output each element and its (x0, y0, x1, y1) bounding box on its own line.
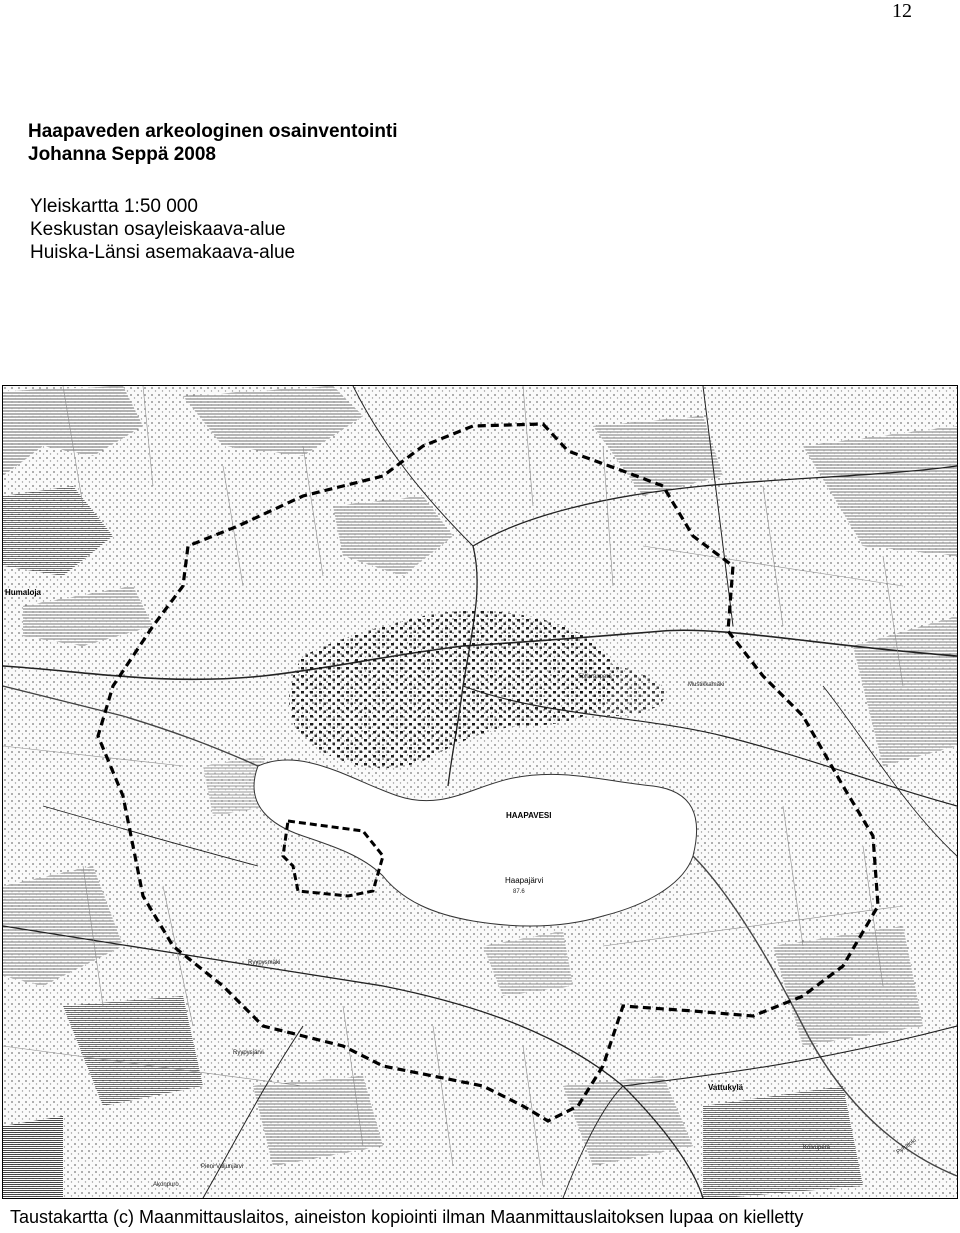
map-label-ryypysmaki: Ryypysmäki (248, 960, 281, 966)
author-line: Johanna Seppä 2008 (28, 144, 216, 165)
document-title (28, 120, 398, 166)
map-label-town: HAAPAVESI (506, 811, 552, 820)
detail-plan-line: Huiska-Länsi asemakaava-alue (30, 242, 296, 263)
overview-map (2, 385, 958, 1199)
map-label-mustikkamaki: Mustikkamäki (688, 682, 725, 688)
map-label-akonpuro: Akonpuro (153, 1182, 179, 1188)
map-copyright-caption: Taustakartta (c) Maanmittauslaitos, aineiston kopiointi ilman Maanmittauslaitoksen lupaa on kielletty (10, 1207, 804, 1227)
map-label-vattukyla: Vattukylä (708, 1083, 744, 1092)
map-label-ryypysjarvi: Ryypysjärvi (233, 1050, 264, 1056)
map-canvas (3, 386, 957, 1198)
scale-line: Yleiskartta 1:50 000 (30, 196, 198, 217)
page-number: 12 (892, 0, 912, 22)
map-label-humaloja: Humaloja (5, 588, 42, 597)
map-label-pieni-valjunjarvi: Pieni Valjunjärvi (201, 1164, 244, 1170)
map-label-tollaranpera: Töllaränperä (578, 674, 612, 680)
map-label-lake-elevation: 87.6 (513, 889, 525, 895)
title-line: Haapaveden arkeologinen osainventointi (28, 121, 398, 142)
plan-area-line: Keskustan osayleiskaava-alue (30, 219, 286, 240)
map-label-lake: Haapajärvi (505, 876, 544, 885)
map-subtitle (30, 195, 295, 264)
map-label-koivupera: Koivuperä (803, 1145, 831, 1151)
map-label-pyhajoki: Pyhäjoki (895, 1137, 918, 1156)
